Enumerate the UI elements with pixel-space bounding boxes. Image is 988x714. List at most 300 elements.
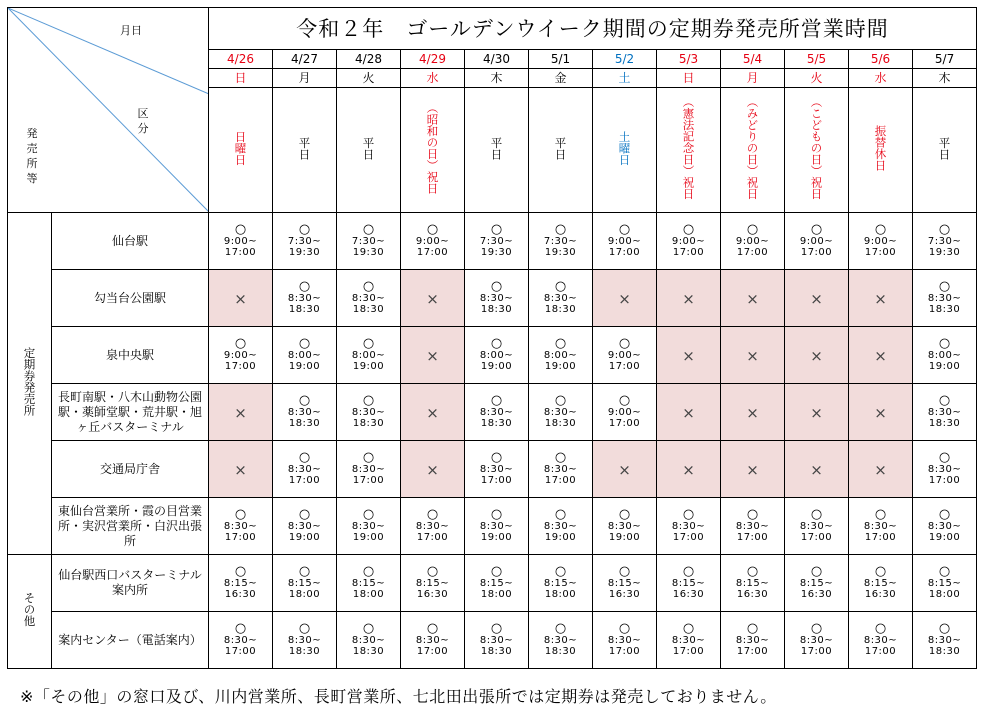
open-circle-icon: ○ [298, 621, 311, 636]
hours-text: 8:30~ 19:00 [927, 521, 962, 543]
day-type-header [849, 88, 913, 213]
hours-text: 8:30~ 17:00 [863, 521, 898, 543]
open-circle-icon: ○ [938, 222, 951, 237]
closed-mark: × [682, 403, 695, 422]
open-circle-icon: ○ [618, 222, 631, 237]
day-type-header [785, 88, 849, 213]
date-header: 5/1 [529, 49, 593, 68]
day-type-header [337, 88, 401, 213]
open-hours-cell [401, 213, 465, 270]
date-header: 4/28 [337, 49, 401, 68]
open-circle-icon: ○ [490, 336, 503, 351]
outlet-name: 交通局庁舎 [52, 441, 209, 498]
corner-date-label: 月日 [120, 24, 142, 37]
closed-cell [593, 270, 657, 327]
closed-cell [657, 441, 721, 498]
hours-text: 8:15~ 16:30 [863, 578, 898, 600]
date-header: 5/4 [721, 49, 785, 68]
hours-text: 8:15~ 16:30 [223, 578, 258, 600]
category-label: 定期券発売所 [22, 347, 37, 416]
open-hours-cell [529, 327, 593, 384]
closed-cell [785, 270, 849, 327]
open-circle-icon: ○ [938, 279, 951, 294]
header-corner [8, 8, 209, 213]
outlet-name: 仙台駅 [52, 213, 209, 270]
weekday-header: 日 [657, 68, 721, 87]
closed-mark: × [874, 346, 887, 365]
open-hours-cell [401, 498, 465, 555]
open-circle-icon: ○ [682, 564, 695, 579]
open-hours-cell [209, 612, 273, 669]
open-circle-icon: ○ [298, 279, 311, 294]
open-hours-cell [913, 213, 977, 270]
hours-text: 8:30~ 17:00 [799, 635, 834, 657]
day-type-label: 平日 [489, 136, 504, 160]
open-hours-cell [849, 498, 913, 555]
open-hours-cell [913, 612, 977, 669]
open-hours-cell [529, 612, 593, 669]
table-row [8, 498, 977, 555]
open-circle-icon: ○ [746, 507, 759, 522]
hours-text: 7:30~ 19:30 [351, 236, 386, 258]
day-type-label: 振替休日 [873, 125, 888, 172]
hours-text: 8:15~ 16:30 [671, 578, 706, 600]
category-cell [8, 555, 52, 669]
open-circle-icon: ○ [874, 564, 887, 579]
weekday-header: 火 [785, 68, 849, 87]
open-circle-icon: ○ [938, 393, 951, 408]
closed-cell [849, 270, 913, 327]
closed-mark: × [618, 289, 631, 308]
closed-mark: × [810, 289, 823, 308]
open-circle-icon: ○ [938, 621, 951, 636]
weekday-header: 日 [209, 68, 273, 87]
hours-text: 8:30~ 18:30 [479, 407, 514, 429]
open-circle-icon: ○ [298, 450, 311, 465]
open-hours-cell [529, 555, 593, 612]
hours-text: 9:00~ 17:00 [863, 236, 898, 258]
open-circle-icon: ○ [298, 222, 311, 237]
hours-text: 8:30~ 18:30 [287, 635, 322, 657]
open-circle-icon: ○ [298, 507, 311, 522]
hours-text: 8:00~ 19:00 [543, 350, 578, 372]
hours-text: 9:00~ 17:00 [223, 350, 258, 372]
hours-text: 8:15~ 18:00 [543, 578, 578, 600]
closed-cell [657, 384, 721, 441]
open-circle-icon: ○ [362, 279, 375, 294]
day-type-label: 日曜日 [233, 130, 248, 166]
open-circle-icon: ○ [490, 450, 503, 465]
open-hours-cell [721, 612, 785, 669]
open-circle-icon: ○ [874, 222, 887, 237]
closed-cell [209, 384, 273, 441]
open-circle-icon: ○ [426, 621, 439, 636]
open-hours-cell [593, 327, 657, 384]
date-header: 5/6 [849, 49, 913, 68]
closed-cell [593, 441, 657, 498]
date-header: 5/7 [913, 49, 977, 68]
hours-text: 8:30~ 18:30 [927, 407, 962, 429]
open-circle-icon: ○ [554, 450, 567, 465]
corner-kubun-label: 区分 [137, 107, 149, 135]
hours-text: 8:30~ 19:00 [287, 521, 322, 543]
outlet-name: 東仙台営業所・霞の目営業所・実沢営業所・白沢出張所 [52, 498, 209, 555]
open-circle-icon: ○ [746, 621, 759, 636]
category-label: その他 [22, 592, 37, 627]
open-hours-cell [465, 498, 529, 555]
open-circle-icon: ○ [490, 621, 503, 636]
open-circle-icon: ○ [490, 564, 503, 579]
table-row [8, 384, 977, 441]
outlet-name: 勾当台公園駅 [52, 270, 209, 327]
open-circle-icon: ○ [234, 507, 247, 522]
open-circle-icon: ○ [618, 564, 631, 579]
day-type-label: 平日 [361, 136, 376, 160]
outlet-name: 泉中央駅 [52, 327, 209, 384]
open-hours-cell [593, 213, 657, 270]
open-circle-icon: ○ [362, 336, 375, 351]
hours-text: 8:30~ 17:00 [223, 635, 258, 657]
hours-text: 8:30~ 17:00 [735, 521, 770, 543]
weekday-header: 月 [273, 68, 337, 87]
open-circle-icon: ○ [362, 450, 375, 465]
footnote: ※「その他」の窓口及び、川内営業所、長町営業所、七北田出張所では定期券は発売しておりません。 [20, 687, 777, 706]
closed-cell [401, 327, 465, 384]
day-type-header [209, 88, 273, 213]
outlet-name: 仙台駅西口バスターミナル案内所 [52, 555, 209, 612]
day-type-header [593, 88, 657, 213]
day-type-header [913, 88, 977, 213]
closed-mark: × [234, 460, 247, 479]
weekday-header: 火 [337, 68, 401, 87]
hours-text: 8:30~ 17:00 [863, 635, 898, 657]
hours-text: 9:00~ 17:00 [671, 236, 706, 258]
open-circle-icon: ○ [810, 564, 823, 579]
open-circle-icon: ○ [298, 564, 311, 579]
open-hours-cell [721, 555, 785, 612]
open-hours-cell [273, 270, 337, 327]
open-circle-icon: ○ [874, 507, 887, 522]
closed-cell [785, 384, 849, 441]
hours-text: 8:30~ 17:00 [287, 464, 322, 486]
hours-text: 8:30~ 17:00 [543, 464, 578, 486]
open-hours-cell [785, 555, 849, 612]
open-hours-cell [337, 441, 401, 498]
open-circle-icon: ○ [362, 621, 375, 636]
open-hours-cell [849, 612, 913, 669]
hours-text: 8:30~ 17:00 [927, 464, 962, 486]
open-circle-icon: ○ [234, 222, 247, 237]
hours-text: 8:30~ 18:30 [543, 407, 578, 429]
open-hours-cell [465, 612, 529, 669]
open-hours-cell [337, 270, 401, 327]
hours-text: 8:00~ 19:00 [479, 350, 514, 372]
open-hours-cell [273, 612, 337, 669]
open-hours-cell [657, 213, 721, 270]
hours-text: 8:30~ 19:00 [351, 521, 386, 543]
open-hours-cell [785, 498, 849, 555]
hours-text: 9:00~ 17:00 [607, 236, 642, 258]
hours-text: 9:00~ 17:00 [607, 350, 642, 372]
hours-text: 8:30~ 17:00 [607, 635, 642, 657]
hours-text: 8:30~ 18:30 [287, 407, 322, 429]
day-type-label: （こどもの日）祝日 [809, 96, 824, 200]
hours-text: 8:30~ 17:00 [415, 521, 450, 543]
closed-cell [657, 270, 721, 327]
table-row [8, 441, 977, 498]
open-hours-cell [785, 213, 849, 270]
closed-cell [209, 441, 273, 498]
closed-mark: × [426, 460, 439, 479]
hours-text: 8:30~ 17:00 [223, 521, 258, 543]
hours-text: 8:30~ 17:00 [415, 635, 450, 657]
open-hours-cell [337, 327, 401, 384]
open-circle-icon: ○ [682, 222, 695, 237]
hours-text: 9:00~ 17:00 [735, 236, 770, 258]
corner-diagonal [8, 8, 209, 212]
open-hours-cell [849, 213, 913, 270]
closed-cell [721, 327, 785, 384]
weekday-header: 水 [401, 68, 465, 87]
day-type-header [273, 88, 337, 213]
closed-mark: × [810, 460, 823, 479]
open-hours-cell [401, 612, 465, 669]
open-circle-icon: ○ [490, 393, 503, 408]
closed-cell [401, 384, 465, 441]
hours-text: 9:00~ 17:00 [799, 236, 834, 258]
open-circle-icon: ○ [810, 507, 823, 522]
day-type-label: （昭和の日）祝日 [425, 102, 440, 195]
hours-text: 8:30~ 17:00 [671, 635, 706, 657]
open-circle-icon: ○ [362, 393, 375, 408]
hours-text: 8:00~ 19:00 [927, 350, 962, 372]
closed-cell [721, 441, 785, 498]
hours-text: 8:30~ 18:30 [543, 635, 578, 657]
closed-cell [721, 384, 785, 441]
open-hours-cell [273, 441, 337, 498]
open-hours-cell [209, 555, 273, 612]
open-circle-icon: ○ [810, 621, 823, 636]
weekday-header: 木 [465, 68, 529, 87]
open-hours-cell [529, 441, 593, 498]
date-header: 4/26 [209, 49, 273, 68]
open-circle-icon: ○ [938, 564, 951, 579]
hours-text: 8:30~ 18:30 [543, 293, 578, 315]
open-circle-icon: ○ [298, 393, 311, 408]
hours-text: 8:30~ 18:30 [479, 293, 514, 315]
open-circle-icon: ○ [362, 564, 375, 579]
outlet-name: 長町南駅・八木山動物公園駅・薬師堂駅・荒井駅・旭ヶ丘バスターミナル [52, 384, 209, 441]
open-hours-cell [465, 327, 529, 384]
date-header: 5/2 [593, 49, 657, 68]
closed-mark: × [874, 460, 887, 479]
closed-mark: × [874, 403, 887, 422]
hours-text: 8:15~ 16:30 [415, 578, 450, 600]
open-circle-icon: ○ [554, 564, 567, 579]
closed-mark: × [426, 346, 439, 365]
open-circle-icon: ○ [554, 393, 567, 408]
day-type-label: 平日 [553, 136, 568, 160]
closed-mark: × [746, 289, 759, 308]
hours-text: 8:30~ 19:00 [543, 521, 578, 543]
open-circle-icon: ○ [490, 279, 503, 294]
closed-mark: × [746, 460, 759, 479]
hours-text: 8:30~ 17:00 [799, 521, 834, 543]
category-cell [8, 213, 52, 555]
hours-text: 8:30~ 17:00 [735, 635, 770, 657]
hours-text: 8:15~ 16:30 [607, 578, 642, 600]
day-type-header [529, 88, 593, 213]
open-hours-cell [529, 384, 593, 441]
open-circle-icon: ○ [938, 336, 951, 351]
table-row [8, 612, 977, 669]
weekday-header: 水 [849, 68, 913, 87]
table-row [8, 555, 977, 612]
schedule-table [7, 7, 977, 669]
day-type-header [465, 88, 529, 213]
hours-text: 8:15~ 18:00 [351, 578, 386, 600]
open-circle-icon: ○ [618, 393, 631, 408]
closed-cell [785, 327, 849, 384]
open-hours-cell [785, 612, 849, 669]
open-circle-icon: ○ [810, 222, 823, 237]
hours-text: 8:00~ 19:00 [287, 350, 322, 372]
open-circle-icon: ○ [746, 564, 759, 579]
open-hours-cell [209, 327, 273, 384]
hours-text: 9:00~ 17:00 [607, 407, 642, 429]
open-circle-icon: ○ [426, 222, 439, 237]
closed-cell [721, 270, 785, 327]
open-hours-cell [209, 213, 273, 270]
open-circle-icon: ○ [938, 507, 951, 522]
open-hours-cell [401, 555, 465, 612]
open-hours-cell [913, 441, 977, 498]
closed-mark: × [810, 403, 823, 422]
open-circle-icon: ○ [554, 336, 567, 351]
hours-text: 8:30~ 18:30 [351, 407, 386, 429]
open-hours-cell [913, 270, 977, 327]
hours-text: 8:15~ 16:30 [799, 578, 834, 600]
open-circle-icon: ○ [618, 336, 631, 351]
open-hours-cell [273, 498, 337, 555]
open-circle-icon: ○ [426, 564, 439, 579]
closed-mark: × [618, 460, 631, 479]
outlet-name: 案内センター（電話案内） [52, 612, 209, 669]
date-header: 4/29 [401, 49, 465, 68]
open-circle-icon: ○ [554, 507, 567, 522]
open-hours-cell [337, 612, 401, 669]
day-type-header [721, 88, 785, 213]
open-circle-icon: ○ [618, 507, 631, 522]
open-hours-cell [913, 555, 977, 612]
open-hours-cell [849, 555, 913, 612]
hours-text: 8:30~ 18:30 [351, 293, 386, 315]
open-circle-icon: ○ [362, 222, 375, 237]
closed-mark: × [682, 460, 695, 479]
date-header: 4/27 [273, 49, 337, 68]
table-row [8, 327, 977, 384]
day-type-label: 平日 [297, 136, 312, 160]
open-circle-icon: ○ [490, 507, 503, 522]
open-hours-cell [721, 498, 785, 555]
open-hours-cell [657, 555, 721, 612]
weekday-header: 木 [913, 68, 977, 87]
hours-text: 8:15~ 16:30 [735, 578, 770, 600]
open-hours-cell [529, 213, 593, 270]
open-hours-cell [593, 384, 657, 441]
open-hours-cell [593, 498, 657, 555]
hours-text: 8:15~ 18:00 [479, 578, 514, 600]
hours-text: 9:00~ 17:00 [223, 236, 258, 258]
date-header: 5/5 [785, 49, 849, 68]
hours-text: 8:30~ 18:30 [479, 635, 514, 657]
day-type-header [657, 88, 721, 213]
closed-cell [849, 441, 913, 498]
open-hours-cell [465, 555, 529, 612]
hours-text: 8:30~ 17:00 [351, 464, 386, 486]
closed-mark: × [874, 289, 887, 308]
open-hours-cell [209, 498, 273, 555]
closed-cell [401, 270, 465, 327]
open-hours-cell [337, 498, 401, 555]
weekday-header: 土 [593, 68, 657, 87]
open-hours-cell [337, 555, 401, 612]
open-circle-icon: ○ [490, 222, 503, 237]
closed-cell [849, 384, 913, 441]
day-type-label: 土曜日 [617, 130, 632, 166]
hours-text: 9:00~ 17:00 [415, 236, 450, 258]
table-row [8, 213, 977, 270]
open-hours-cell [465, 270, 529, 327]
hours-text: 7:30~ 19:30 [927, 236, 962, 258]
hours-text: 8:30~ 18:30 [927, 293, 962, 315]
date-header: 4/30 [465, 49, 529, 68]
open-hours-cell [337, 384, 401, 441]
open-circle-icon: ○ [234, 336, 247, 351]
closed-cell [209, 270, 273, 327]
open-circle-icon: ○ [234, 621, 247, 636]
hours-text: 7:30~ 19:30 [479, 236, 514, 258]
open-circle-icon: ○ [938, 450, 951, 465]
open-hours-cell [465, 384, 529, 441]
open-hours-cell [913, 327, 977, 384]
hours-text: 8:15~ 18:00 [927, 578, 962, 600]
open-circle-icon: ○ [618, 621, 631, 636]
day-type-label: 平日 [937, 136, 952, 160]
open-hours-cell [913, 498, 977, 555]
open-hours-cell [337, 213, 401, 270]
hours-text: 8:30~ 18:30 [927, 635, 962, 657]
hours-text: 8:30~ 17:00 [479, 464, 514, 486]
hours-text: 8:30~ 18:30 [287, 293, 322, 315]
hours-text: 8:30~ 18:30 [351, 635, 386, 657]
weekday-header: 金 [529, 68, 593, 87]
open-hours-cell [657, 498, 721, 555]
weekday-header: 月 [721, 68, 785, 87]
open-circle-icon: ○ [874, 621, 887, 636]
closed-cell [657, 327, 721, 384]
hours-text: 8:30~ 17:00 [671, 521, 706, 543]
open-circle-icon: ○ [362, 507, 375, 522]
open-circle-icon: ○ [682, 507, 695, 522]
closed-mark: × [746, 403, 759, 422]
closed-mark: × [682, 346, 695, 365]
closed-mark: × [746, 346, 759, 365]
open-hours-cell [721, 213, 785, 270]
open-hours-cell [465, 213, 529, 270]
open-hours-cell [273, 213, 337, 270]
open-hours-cell [593, 555, 657, 612]
